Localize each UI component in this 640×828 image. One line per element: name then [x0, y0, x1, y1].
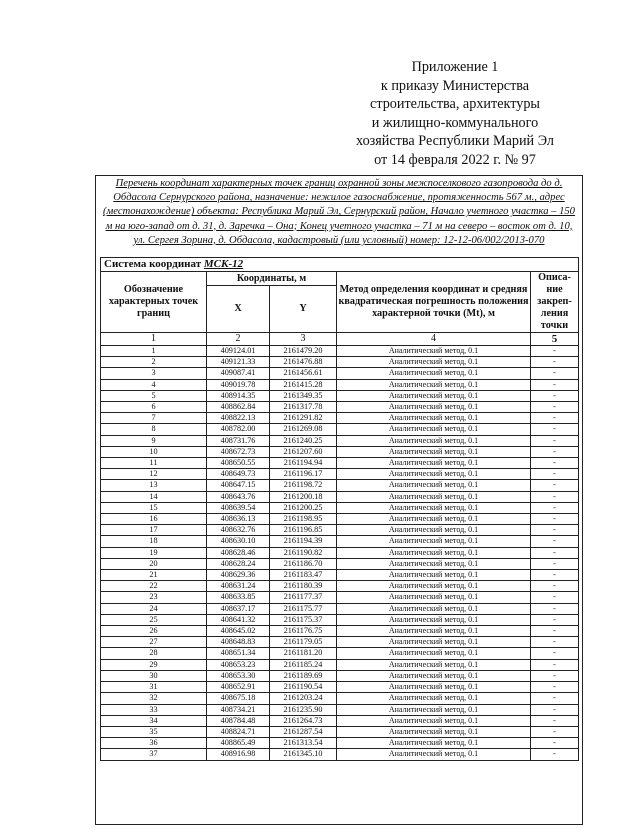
appendix-line: Приложение 1 [411, 59, 499, 75]
column-number: 5 [531, 333, 579, 346]
appendix-line: и жилищно-коммунального [371, 114, 539, 131]
table-row [101, 581, 579, 592]
point-number-cell: 24 [101, 603, 207, 614]
table-row [101, 637, 579, 648]
table-row [101, 726, 579, 737]
coord-y-cell: 2161180.39 [270, 581, 337, 592]
fixing-cell: - [531, 592, 579, 603]
fixing-cell: - [531, 581, 579, 592]
point-number-cell: 36 [101, 738, 207, 749]
column-number: 3 [270, 333, 337, 346]
table-row [101, 379, 579, 390]
method-cell: Аналитический метод, 0.1 [337, 502, 531, 513]
point-number-cell: 2 [101, 357, 207, 368]
table-row [101, 738, 579, 749]
coord-x-cell: 409124.01 [207, 346, 270, 357]
fixing-cell: - [531, 536, 579, 547]
method-cell: Аналитический метод, 0.1 [337, 379, 531, 390]
fixing-cell: - [531, 469, 579, 480]
coord-x-cell: 409019.78 [207, 379, 270, 390]
coord-x-cell: 408652.91 [207, 682, 270, 693]
fixing-cell: - [531, 603, 579, 614]
coord-y-cell: 2161349.35 [270, 390, 337, 401]
table-row [101, 368, 579, 379]
coord-x-cell: 408672.73 [207, 446, 270, 457]
method-cell: Аналитический метод, 0.1 [337, 446, 531, 457]
fixing-cell: - [531, 648, 579, 659]
method-cell: Аналитический метод, 0.1 [337, 346, 531, 357]
point-number-cell: 31 [101, 682, 207, 693]
fixing-cell: - [531, 637, 579, 648]
table-row [101, 435, 579, 446]
table-row [101, 525, 579, 536]
table-row [101, 514, 579, 525]
coord-y-cell: 2161176.75 [270, 626, 337, 637]
coord-x-cell: 408628.46 [207, 547, 270, 558]
fixing-cell: - [531, 446, 579, 457]
coord-x-cell: 408647.15 [207, 480, 270, 491]
table-row [101, 480, 579, 491]
table-row [101, 469, 579, 480]
appendix-header [318, 58, 592, 170]
coord-y-cell: 2161175.37 [270, 614, 337, 625]
coord-x-cell: 408653.30 [207, 670, 270, 681]
coord-y-cell: 2161235.90 [270, 704, 337, 715]
appendix-line: строительства, архитектуры [370, 96, 540, 113]
fixing-cell: - [531, 547, 579, 558]
point-number-cell: 33 [101, 704, 207, 715]
point-number-cell: 28 [101, 648, 207, 659]
table-row [101, 614, 579, 625]
coord-y-cell: 2161207.60 [270, 446, 337, 457]
coord-y-cell: 2161198.72 [270, 480, 337, 491]
method-cell: Аналитический метод, 0.1 [337, 726, 531, 737]
point-number-cell: 7 [101, 413, 207, 424]
coord-y-cell: 2161200.18 [270, 491, 337, 502]
coord-y-cell: 2161186.70 [270, 558, 337, 569]
coord-x-cell: 408824.71 [207, 726, 270, 737]
coord-x-cell: 408631.24 [207, 581, 270, 592]
table-row [101, 603, 579, 614]
method-cell: Аналитический метод, 0.1 [337, 558, 531, 569]
coord-y-cell: 2161203.24 [270, 693, 337, 704]
method-cell: Аналитический метод, 0.1 [337, 570, 531, 581]
header-fixing: Описа-ние закреп-ления точки [531, 272, 579, 333]
point-number-cell: 19 [101, 547, 207, 558]
method-cell: Аналитический метод, 0.1 [337, 514, 531, 525]
point-number-cell: 15 [101, 502, 207, 513]
fixing-cell: - [531, 570, 579, 581]
fixing-cell: - [531, 390, 579, 401]
fixing-cell: - [531, 480, 579, 491]
method-cell: Аналитический метод, 0.1 [337, 603, 531, 614]
point-number-cell: 8 [101, 424, 207, 435]
coord-y-cell: 2161175.77 [270, 603, 337, 614]
coord-y-cell: 2161181.20 [270, 648, 337, 659]
coord-y-cell: 2161198.95 [270, 514, 337, 525]
coord-x-cell: 408637.17 [207, 603, 270, 614]
fixing-cell: - [531, 435, 579, 446]
header-x: X [207, 286, 270, 333]
point-number-cell: 32 [101, 693, 207, 704]
method-cell: Аналитический метод, 0.1 [337, 715, 531, 726]
fixing-cell: - [531, 738, 579, 749]
table-row [101, 682, 579, 693]
table-row [101, 446, 579, 457]
method-cell: Аналитический метод, 0.1 [337, 648, 531, 659]
coord-y-cell: 2161189.69 [270, 670, 337, 681]
point-number-cell: 20 [101, 558, 207, 569]
table-row [101, 648, 579, 659]
column-number: 4 [337, 333, 531, 346]
coord-x-cell: 408914.35 [207, 390, 270, 401]
coord-x-cell: 408862.84 [207, 402, 270, 413]
method-cell: Аналитический метод, 0.1 [337, 491, 531, 502]
coord-y-cell: 2161200.25 [270, 502, 337, 513]
coord-x-cell: 408782.00 [207, 424, 270, 435]
coord-x-cell: 409087.41 [207, 368, 270, 379]
coord-x-cell: 408822.13 [207, 413, 270, 424]
point-number-cell: 1 [101, 346, 207, 357]
method-cell: Аналитический метод, 0.1 [337, 469, 531, 480]
point-number-cell: 18 [101, 536, 207, 547]
coord-x-cell: 408641.32 [207, 614, 270, 625]
point-number-cell: 17 [101, 525, 207, 536]
table-row [101, 424, 579, 435]
method-cell: Аналитический метод, 0.1 [337, 670, 531, 681]
fixing-cell: - [531, 558, 579, 569]
coord-y-cell: 2161190.54 [270, 682, 337, 693]
method-cell: Аналитический метод, 0.1 [337, 592, 531, 603]
coord-y-cell: 2161194.94 [270, 458, 337, 469]
coord-x-cell: 408632.76 [207, 525, 270, 536]
fixing-cell: - [531, 525, 579, 536]
coord-y-cell: 2161313.54 [270, 738, 337, 749]
point-number-cell: 16 [101, 514, 207, 525]
coord-x-cell: 409121.33 [207, 357, 270, 368]
point-number-cell: 11 [101, 458, 207, 469]
fixing-cell: - [531, 715, 579, 726]
table-row [101, 357, 579, 368]
method-cell: Аналитический метод, 0.1 [337, 659, 531, 670]
coord-x-cell: 408639.54 [207, 502, 270, 513]
point-number-cell: 23 [101, 592, 207, 603]
coord-y-cell: 2161291.82 [270, 413, 337, 424]
appendix-line: от 14 февраля 2022 г. № 97 [374, 151, 536, 168]
coord-y-cell: 2161287.54 [270, 726, 337, 737]
table-row [101, 693, 579, 704]
header-point: Обозначение характерных точек границ [101, 272, 207, 333]
fixing-cell: - [531, 749, 579, 760]
method-cell: Аналитический метод, 0.1 [337, 738, 531, 749]
fixing-cell: - [531, 659, 579, 670]
coord-y-cell: 2161476.88 [270, 357, 337, 368]
method-cell: Аналитический метод, 0.1 [337, 368, 531, 379]
coordinate-system-value: МСК-12 [203, 258, 244, 270]
point-number-cell: 6 [101, 402, 207, 413]
table-row [101, 704, 579, 715]
coord-x-cell: 408651.34 [207, 648, 270, 659]
coord-x-cell: 408865.49 [207, 738, 270, 749]
coord-y-cell: 2161196.17 [270, 469, 337, 480]
coord-y-cell: 2161185.24 [270, 659, 337, 670]
fixing-cell: - [531, 368, 579, 379]
table-row [101, 558, 579, 569]
method-cell: Аналитический метод, 0.1 [337, 682, 531, 693]
coord-x-cell: 408734.21 [207, 704, 270, 715]
method-cell: Аналитический метод, 0.1 [337, 704, 531, 715]
method-cell: Аналитический метод, 0.1 [337, 749, 531, 760]
coord-y-cell: 2161179.05 [270, 637, 337, 648]
coord-x-cell: 408653.23 [207, 659, 270, 670]
coord-x-cell: 408630.10 [207, 536, 270, 547]
fixing-cell: - [531, 726, 579, 737]
method-cell: Аналитический метод, 0.1 [337, 413, 531, 424]
coordinate-system-label: Система координат [104, 258, 202, 270]
table-row [101, 570, 579, 581]
header-y: Y [270, 286, 337, 333]
coord-y-cell: 2161190.82 [270, 547, 337, 558]
fixing-cell: - [531, 491, 579, 502]
method-cell: Аналитический метод, 0.1 [337, 458, 531, 469]
method-cell: Аналитический метод, 0.1 [337, 525, 531, 536]
table-row [101, 458, 579, 469]
coord-y-cell: 2161456.61 [270, 368, 337, 379]
coord-x-cell: 408628.24 [207, 558, 270, 569]
point-number-cell: 13 [101, 480, 207, 491]
header-method: Метод определения координат и средняя квадратическая погрешность положения характерной точки (Mt), м [337, 272, 531, 333]
point-number-cell: 4 [101, 379, 207, 390]
table-row [101, 715, 579, 726]
table-row [101, 659, 579, 670]
object-description: Перечень координат характерных точек границ охранной зоны межпоселкового газопровода до д. Обдасола Сернурского района, назначение: нежилое газоснабжение, протяженность 567 м., адрес (местонахождение) объекта: Республика Марий Эл, Сернурский район, Начало учетного участка – 150 м на юго-запад от д. 31, д. Заречка – Она; Конец учетного участка – 71 м на северо – восток от д. 10, ул. Сергея Зорина, д. Обдасола, кадастровый (или условный) номер: 12-12-06/002/2013-070 [103, 178, 575, 246]
fixing-cell: - [531, 346, 579, 357]
table-row [101, 670, 579, 681]
point-number-cell: 25 [101, 614, 207, 625]
coord-x-cell: 408916.98 [207, 749, 270, 760]
coord-x-cell: 408629.36 [207, 570, 270, 581]
fixing-cell: - [531, 514, 579, 525]
method-cell: Аналитический метод, 0.1 [337, 547, 531, 558]
method-cell: Аналитический метод, 0.1 [337, 390, 531, 401]
point-number-cell: 22 [101, 581, 207, 592]
coord-x-cell: 408649.73 [207, 469, 270, 480]
point-number-cell: 12 [101, 469, 207, 480]
point-number-cell: 30 [101, 670, 207, 681]
column-number: 2 [207, 333, 270, 346]
table-row [101, 502, 579, 513]
table-body [101, 346, 579, 761]
method-cell: Аналитический метод, 0.1 [337, 357, 531, 368]
point-number-cell: 10 [101, 446, 207, 457]
coord-y-cell: 2161264.73 [270, 715, 337, 726]
table-row [101, 390, 579, 401]
coord-x-cell: 408633.85 [207, 592, 270, 603]
table-row [101, 592, 579, 603]
table-row [101, 626, 579, 637]
coord-y-cell: 2161269.08 [270, 424, 337, 435]
header-coords: Координаты, м [207, 272, 337, 286]
fixing-cell: - [531, 614, 579, 625]
table-row [101, 346, 579, 357]
coord-y-cell: 2161240.25 [270, 435, 337, 446]
table-row [101, 413, 579, 424]
table-row [101, 749, 579, 760]
table-row [101, 536, 579, 547]
point-number-cell: 14 [101, 491, 207, 502]
coord-x-cell: 408643.76 [207, 491, 270, 502]
coord-x-cell: 408645.02 [207, 626, 270, 637]
fixing-cell: - [531, 502, 579, 513]
coord-x-cell: 408784.48 [207, 715, 270, 726]
method-cell: Аналитический метод, 0.1 [337, 626, 531, 637]
fixing-cell: - [531, 693, 579, 704]
table-row [101, 547, 579, 558]
coord-y-cell: 2161183.47 [270, 570, 337, 581]
column-number: 1 [101, 333, 207, 346]
coord-y-cell: 2161177.37 [270, 592, 337, 603]
appendix-line: к приказу Министерства [380, 77, 530, 94]
coord-x-cell: 408731.76 [207, 435, 270, 446]
coord-y-cell: 2161415.28 [270, 379, 337, 390]
coord-x-cell: 408675.18 [207, 693, 270, 704]
method-cell: Аналитический метод, 0.1 [337, 581, 531, 592]
coord-y-cell: 2161194.39 [270, 536, 337, 547]
fixing-cell: - [531, 704, 579, 715]
point-number-cell: 27 [101, 637, 207, 648]
coordinate-system-row [101, 258, 579, 272]
fixing-cell: - [531, 670, 579, 681]
coord-x-cell: 408636.13 [207, 514, 270, 525]
appendix-line: хозяйства Республики Марий Эл [356, 133, 554, 150]
fixing-cell: - [531, 413, 579, 424]
table-row [101, 402, 579, 413]
fixing-cell: - [531, 458, 579, 469]
point-number-cell: 3 [101, 368, 207, 379]
fixing-cell: - [531, 402, 579, 413]
method-cell: Аналитический метод, 0.1 [337, 480, 531, 491]
coord-x-cell: 408650.55 [207, 458, 270, 469]
fixing-cell: - [531, 424, 579, 435]
coord-x-cell: 408648.83 [207, 637, 270, 648]
fixing-cell: - [531, 626, 579, 637]
method-cell: Аналитический метод, 0.1 [337, 614, 531, 625]
point-number-cell: 29 [101, 659, 207, 670]
coord-y-cell: 2161345.10 [270, 749, 337, 760]
coord-y-cell: 2161196.85 [270, 525, 337, 536]
column-numbers-row [101, 333, 579, 346]
coord-y-cell: 2161317.78 [270, 402, 337, 413]
point-number-cell: 9 [101, 435, 207, 446]
point-number-cell: 37 [101, 749, 207, 760]
method-cell: Аналитический метод, 0.1 [337, 402, 531, 413]
fixing-cell: - [531, 682, 579, 693]
coordinates-table [100, 257, 579, 761]
point-number-cell: 21 [101, 570, 207, 581]
point-number-cell: 34 [101, 715, 207, 726]
point-number-cell: 35 [101, 726, 207, 737]
point-number-cell: 5 [101, 390, 207, 401]
table-row [101, 491, 579, 502]
coord-y-cell: 2161479.20 [270, 346, 337, 357]
method-cell: Аналитический метод, 0.1 [337, 536, 531, 547]
method-cell: Аналитический метод, 0.1 [337, 424, 531, 435]
fixing-cell: - [531, 357, 579, 368]
method-cell: Аналитический метод, 0.1 [337, 435, 531, 446]
method-cell: Аналитический метод, 0.1 [337, 637, 531, 648]
fixing-cell: - [531, 379, 579, 390]
point-number-cell: 26 [101, 626, 207, 637]
method-cell: Аналитический метод, 0.1 [337, 693, 531, 704]
